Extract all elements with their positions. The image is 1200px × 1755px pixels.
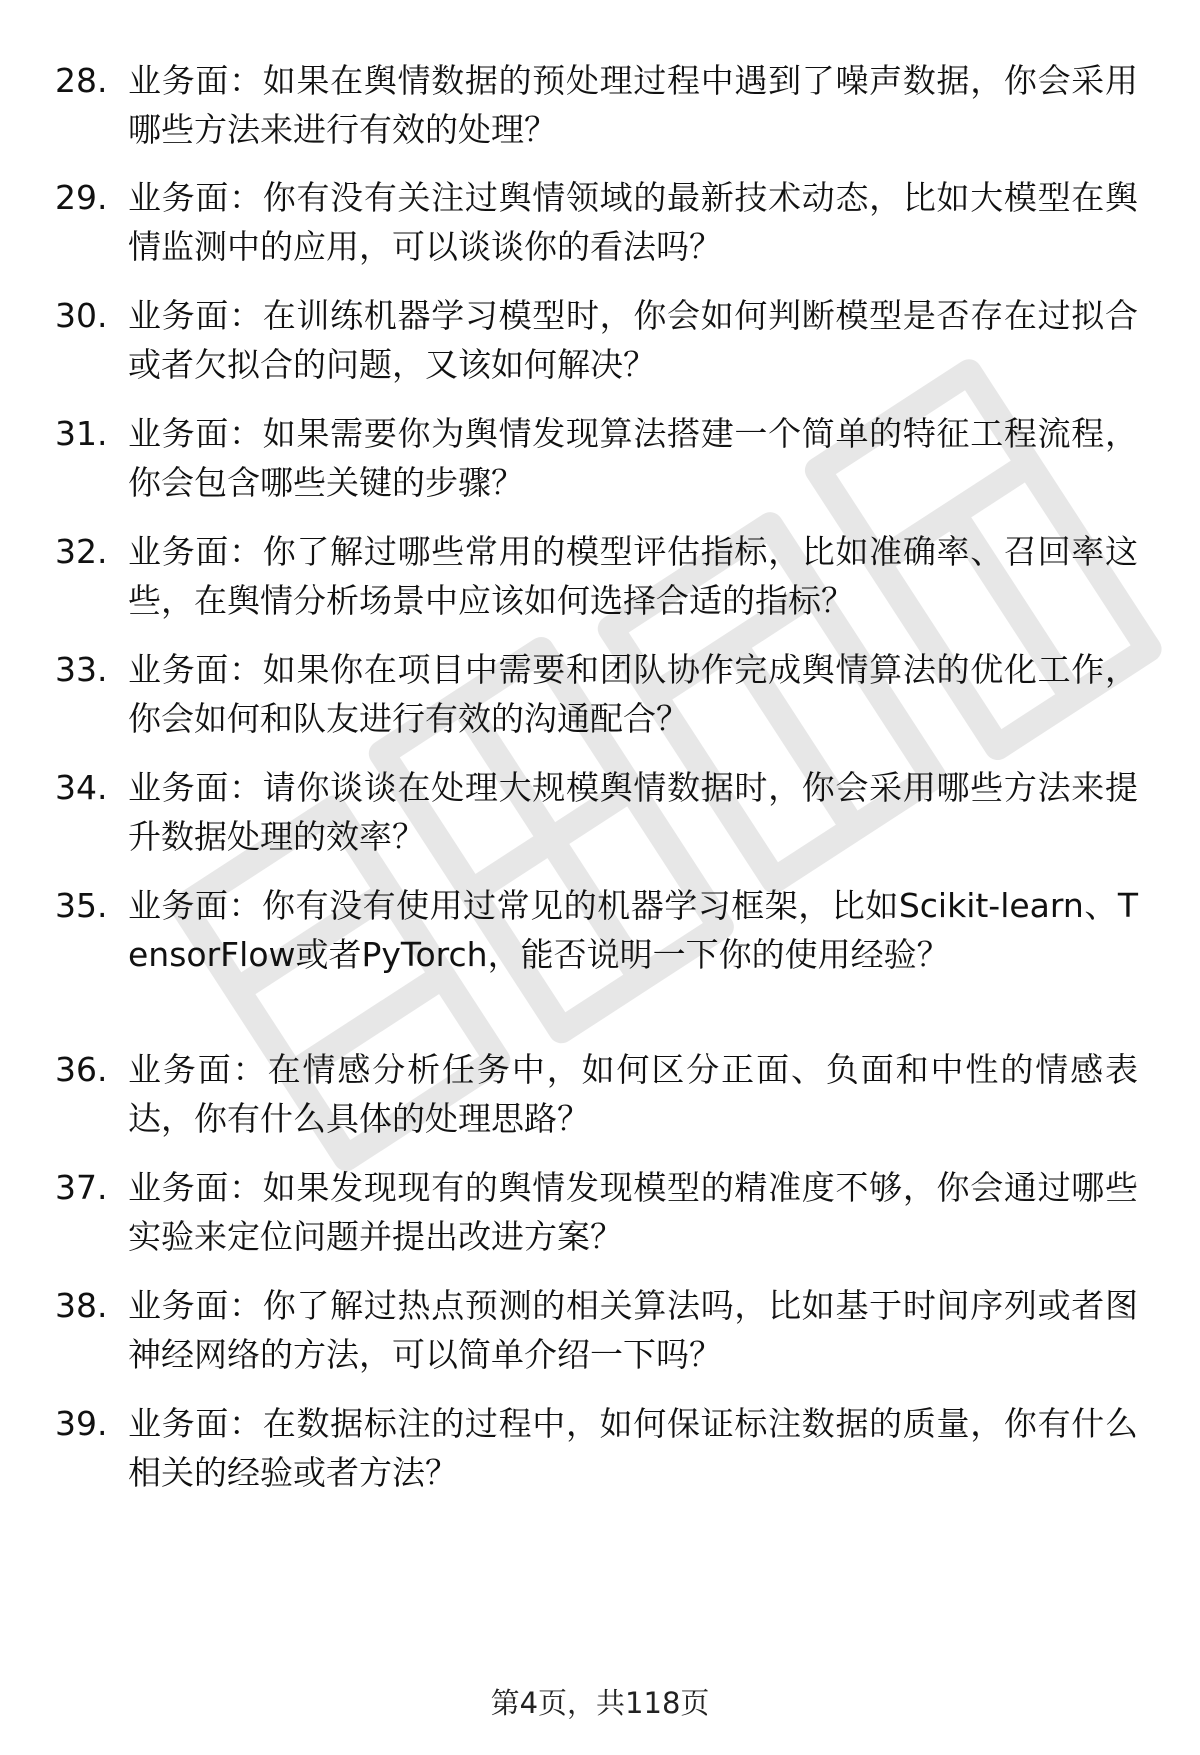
question-text: 业务面：你有没有关注过舆情领域的最新技术动态，比如大模型在舆情监测中的应用，可以谈谈你的看法吗？ xyxy=(128,178,1138,266)
question-text: 业务面：请你谈谈在处理大规模舆情数据时，你会采用哪些方法来提升数据处理的效率？ xyxy=(128,768,1138,856)
question-number: 28. xyxy=(55,61,108,100)
question-number: 29. xyxy=(55,178,108,217)
question-text: 业务面：在训练机器学习模型时，你会如何判断模型是否存在过拟合或者欠拟合的问题，又该如何解决？ xyxy=(128,296,1138,384)
question-number: 35. xyxy=(55,886,108,925)
question-text: 业务面：如果需要你为舆情发现算法搭建一个简单的特征工程流程，你会包含哪些关键的步骤？ xyxy=(128,414,1138,502)
question-number: 37. xyxy=(55,1168,108,1207)
question-number: 32. xyxy=(55,532,108,571)
question-text: 业务面：如果发现现有的舆情发现模型的精准度不够，你会通过哪些实验来定位问题并提出改进方案？ xyxy=(128,1168,1138,1256)
question-text: 业务面：在数据标注的过程中，如何保证标注数据的质量，你有什么相关的经验或者方法？ xyxy=(128,1404,1138,1492)
question-number: 31. xyxy=(55,414,108,453)
question-number: 39. xyxy=(55,1404,108,1443)
page-indicator: 第4页，共118页 xyxy=(490,1686,710,1720)
question-text: 业务面：你了解过哪些常用的模型评估指标，比如准确率、召回率这些，在舆情分析场景中应该如何选择合适的指标？ xyxy=(128,532,1138,620)
question-number: 30. xyxy=(55,296,108,335)
question-text: 业务面：你有没有使用过常见的机器学习框架，比如Scikit-learn、TensorFlow或者PyTorch，能否说明一下你的使用经验？ xyxy=(128,886,1138,974)
question-number: 38. xyxy=(55,1286,108,1325)
question-text: 业务面：你了解过热点预测的相关算法吗，比如基于时间序列或者图神经网络的方法，可以简单介绍一下吗？ xyxy=(128,1286,1138,1374)
question-text: 业务面：如果你在项目中需要和团队协作完成舆情算法的优化工作，你会如何和队友进行有效的沟通配合？ xyxy=(128,650,1138,738)
question-number: 34. xyxy=(55,768,108,807)
question-text: 业务面：如果在舆情数据的预处理过程中遇到了噪声数据，你会采用哪些方法来进行有效的处理？ xyxy=(128,61,1138,149)
question-text: 业务面：在情感分析任务中，如何区分正面、负面和中性的情感表达，你有什么具体的处理思路？ xyxy=(128,1050,1138,1138)
question-number: 36. xyxy=(55,1050,108,1089)
question-number: 33. xyxy=(55,650,108,689)
